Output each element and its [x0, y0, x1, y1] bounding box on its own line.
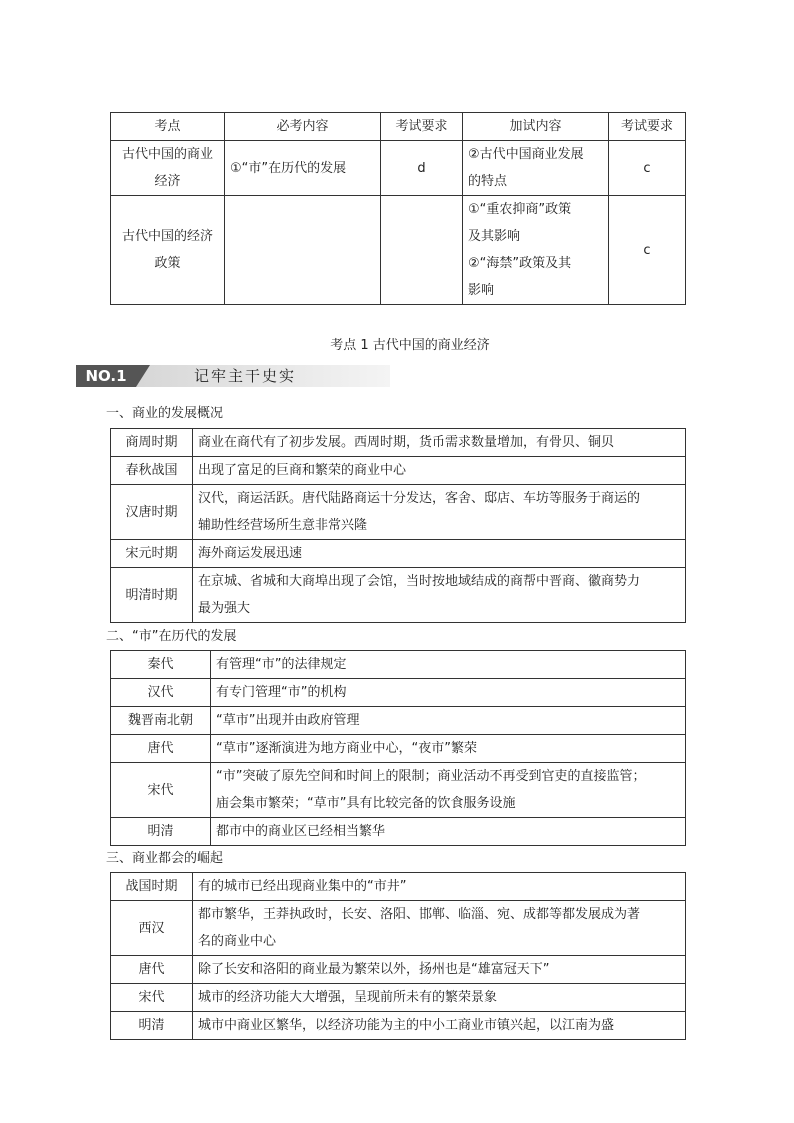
content-cell — [193, 485, 686, 540]
extra-line: 的特点 — [468, 174, 508, 189]
table-row — [111, 873, 686, 901]
content-line: 都市繁华，王莽执政时，长安、洛阳、邯郸、临淄、宛、成都等都发展成为著 — [198, 907, 641, 922]
table-row — [111, 485, 686, 540]
period-cell: 明清 — [111, 1012, 193, 1040]
table-row — [111, 429, 686, 457]
req-level-cell: d — [381, 141, 463, 196]
content-line: 名的商业中心 — [198, 934, 277, 949]
overview-header-row — [111, 113, 686, 141]
period-cell: 汉代 — [111, 679, 211, 707]
topic-line: 古代中国的经济 — [121, 229, 213, 244]
extra-line: 影响 — [468, 283, 495, 298]
content-cell: 有的城市已经出现商业集中的“市井” — [193, 873, 686, 901]
table-row — [111, 568, 686, 623]
period-cell: 唐代 — [111, 735, 211, 763]
extra-line: ①“重农抑商”政策 — [468, 202, 572, 217]
topic-cell — [111, 141, 225, 196]
table-row — [111, 956, 686, 984]
commercial-cities-table — [110, 872, 686, 1040]
extra-cell — [463, 196, 609, 305]
header-cell: 必考内容 — [225, 113, 381, 141]
period-cell: 宋代 — [111, 763, 211, 818]
extra-line: ②“海禁”政策及其 — [468, 256, 572, 271]
table-row — [111, 540, 686, 568]
extra-level-cell: c — [609, 141, 686, 196]
overview-row — [111, 141, 686, 196]
content-line: 最为强大 — [198, 601, 251, 616]
period-cell: 魏晋南北朝 — [111, 707, 211, 735]
period-cell: 明清时期 — [111, 568, 193, 623]
content-line: “市”突破了原先空间和时间上的限制；商业活动不再受到官吏的直接监管； — [216, 769, 646, 784]
required-cell — [225, 196, 381, 305]
header-cell: 加试内容 — [463, 113, 609, 141]
section-banner — [76, 365, 390, 387]
content-cell — [211, 763, 686, 818]
banner-number-badge: NO.1 — [76, 365, 136, 387]
banner-title: 记牢主干史实 — [194, 367, 297, 385]
overview-table — [110, 112, 686, 305]
content-cell: 城市的经济功能大大增强，呈现前所未有的繁荣景象 — [193, 984, 686, 1012]
content-line: 汉代，商运活跃。唐代陆路商运十分发达，客舍、邸店、车坊等服务于商运的 — [198, 491, 641, 506]
banner-notch — [136, 365, 150, 387]
content-cell: 商业在商代有了初步发展。西周时期，货币需求数量增加，有骨贝、铜贝 — [193, 429, 686, 457]
period-cell: 明清 — [111, 818, 211, 846]
commerce-development-table — [110, 428, 686, 623]
content-cell: “草市”逐渐演进为地方商业中心，“夜市”繁荣 — [211, 735, 686, 763]
content-line: 庙会集市繁荣；“草市”具有比较完备的饮食服务设施 — [216, 796, 516, 811]
table-row — [111, 735, 686, 763]
content-cell: 有管理“市”的法律规定 — [211, 651, 686, 679]
content-cell — [193, 568, 686, 623]
content-cell: 海外商运发展迅速 — [193, 540, 686, 568]
topic-line: 经济 — [154, 174, 181, 189]
period-cell: 唐代 — [111, 956, 193, 984]
extra-level-cell: c — [609, 196, 686, 305]
section-heading: 一、商业的发展概况 — [106, 406, 224, 421]
table-row — [111, 818, 686, 846]
content-cell: “草市”出现并由政府管理 — [211, 707, 686, 735]
table-row — [111, 707, 686, 735]
table-row — [111, 679, 686, 707]
table-row — [111, 984, 686, 1012]
content-cell: 城市中商业区繁华，以经济功能为主的中小工商业市镇兴起，以江南为盛 — [193, 1012, 686, 1040]
content-cell: 出现了富足的巨商和繁荣的商业中心 — [193, 457, 686, 485]
extra-cell — [463, 141, 609, 196]
market-history-table — [110, 650, 686, 846]
topic-caption: 考点 1 古代中国的商业经济 — [330, 338, 490, 353]
period-cell: 西汉 — [111, 901, 193, 956]
period-cell: 汉唐时期 — [111, 485, 193, 540]
period-cell: 秦代 — [111, 651, 211, 679]
period-cell: 宋元时期 — [111, 540, 193, 568]
period-cell: 商周时期 — [111, 429, 193, 457]
required-cell: ①“市”在历代的发展 — [225, 141, 381, 196]
period-cell: 宋代 — [111, 984, 193, 1012]
content-line: 辅助性经营场所生意非常兴隆 — [198, 518, 368, 533]
table-row — [111, 901, 686, 956]
content-cell: 都市中的商业区已经相当繁华 — [211, 818, 686, 846]
period-cell: 春秋战国 — [111, 457, 193, 485]
content-cell: 除了长安和洛阳的商业最为繁荣以外，扬州也是“雄富冠天下” — [193, 956, 686, 984]
section-heading: 三、商业都会的崛起 — [106, 851, 224, 866]
table-row — [111, 457, 686, 485]
content-line: 在京城、省城和大商埠出现了会馆，当时按地域结成的商帮中晋商、徽商势力 — [198, 574, 641, 589]
overview-row — [111, 196, 686, 305]
header-cell: 考试要求 — [609, 113, 686, 141]
content-cell — [193, 901, 686, 956]
topic-cell — [111, 196, 225, 305]
extra-line: 及其影响 — [468, 229, 521, 244]
table-row — [111, 651, 686, 679]
header-cell: 考点 — [111, 113, 225, 141]
header-cell: 考试要求 — [381, 113, 463, 141]
topic-line: 政策 — [154, 256, 181, 271]
topic-line: 古代中国的商业 — [121, 147, 213, 162]
req-level-cell — [381, 196, 463, 305]
section-heading: 二、“市”在历代的发展 — [106, 629, 237, 644]
content-cell: 有专门管理“市”的机构 — [211, 679, 686, 707]
table-row — [111, 1012, 686, 1040]
table-row — [111, 763, 686, 818]
period-cell: 战国时期 — [111, 873, 193, 901]
extra-line: ②古代中国商业发展 — [468, 147, 584, 162]
